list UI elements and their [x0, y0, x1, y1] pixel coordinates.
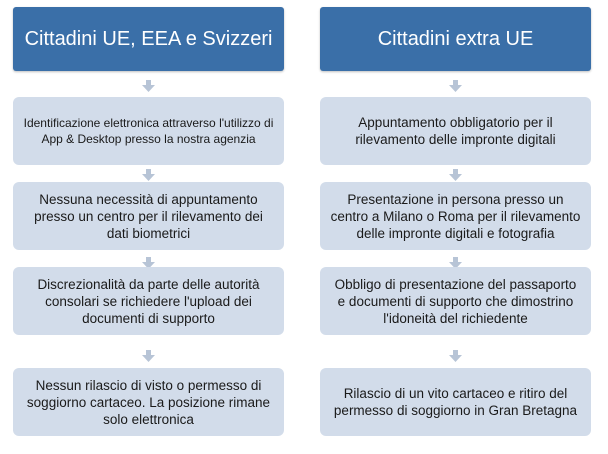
column-eu-citizens [13, 0, 284, 454]
eu-step-1: Identificazione elettronica attraverso l'utilizzo di App & Desktop presso la nostra agenzia [13, 97, 284, 165]
arrow-down-icon [449, 169, 462, 181]
arrow-down-icon [449, 350, 462, 362]
arrow-down-icon [142, 350, 155, 362]
non-eu-step-3: Obbligo di presentazione del passaporto e documenti di supporto che dimostrino l'idoneità del richiedente [320, 267, 591, 335]
non-eu-step-1: Appuntamento obbligatorio per il rilevamento delle impronte digitali [320, 97, 591, 165]
non-eu-step-4: Rilascio di un vito cartaceo e ritiro del permesso di soggiorno in Gran Bretagna [320, 368, 591, 436]
arrow-down-icon [142, 80, 155, 92]
arrow-down-icon [142, 169, 155, 181]
eu-step-2: Nessuna necessità di appuntamento presso un centro per il rilevamento dei dati biometrici [13, 182, 284, 250]
header-non-eu-citizens: Cittadini extra UE [320, 7, 591, 71]
arrow-down-icon [449, 80, 462, 92]
column-non-eu-citizens [320, 0, 591, 454]
eu-step-4: Nessun rilascio di visto o permesso di soggiorno cartaceo. La posizione rimane solo elettronica [13, 368, 284, 436]
eu-step-3: Discrezionalità da parte delle autorità consolari se richiedere l'upload dei documenti di supporto [13, 267, 284, 335]
non-eu-step-2: Presentazione in persona presso un centro a Milano o Roma per il rilevamento delle impronte digitali e fotografia [320, 182, 591, 250]
header-eu-citizens: Cittadini UE, EEA e Svizzeri [13, 7, 284, 71]
